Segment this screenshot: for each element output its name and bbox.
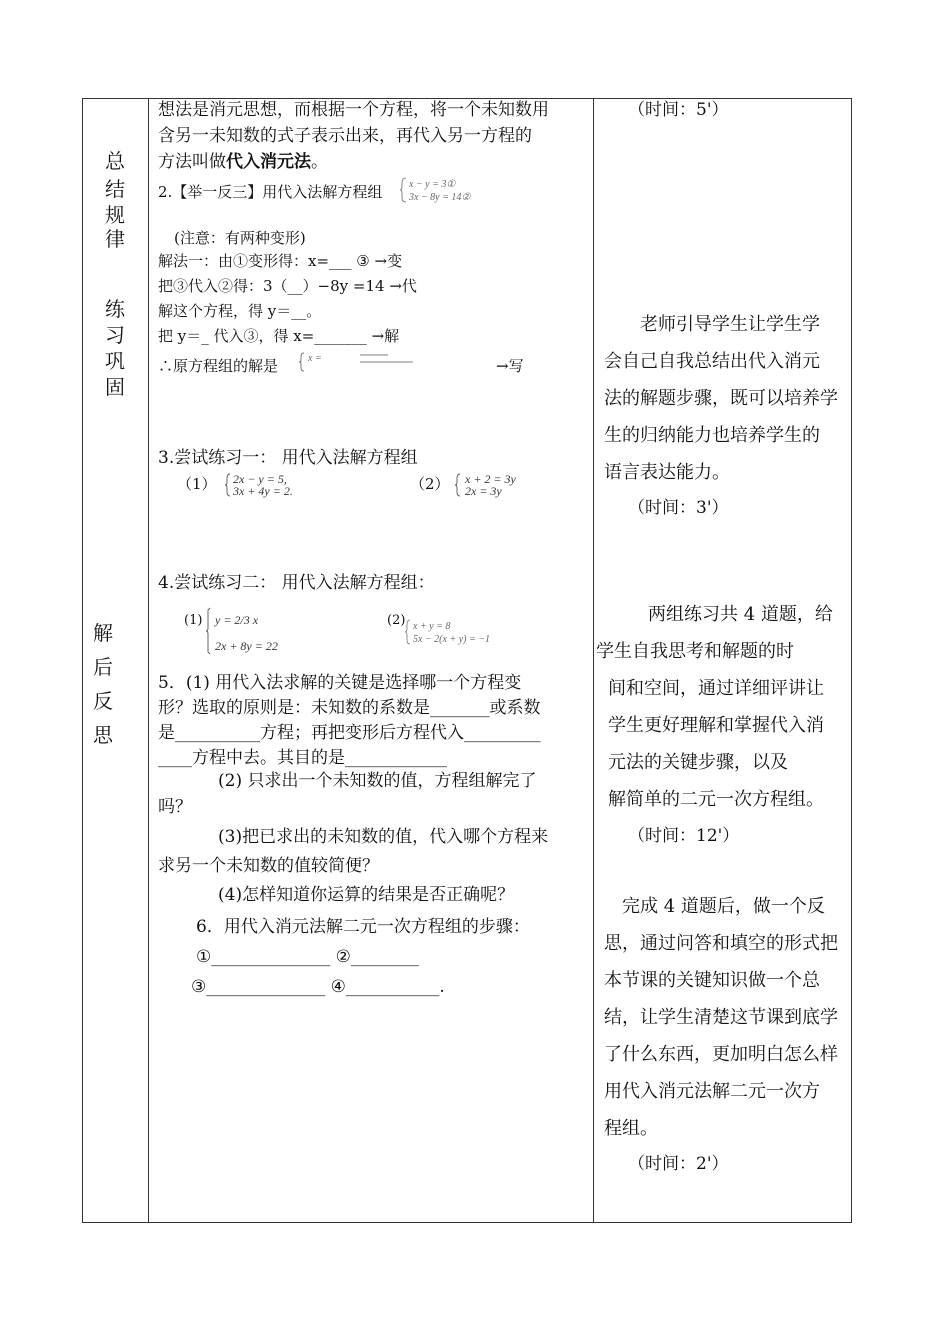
label-char: 结 [105, 177, 125, 201]
item4-title: 4.尝试练习二： 用代入法解方程组： [158, 573, 435, 593]
note: (注意：有两种变形) [174, 229, 306, 247]
solution-step: 解这个方程，得 y＝__。 [158, 302, 322, 320]
commentary-line: 老师引导学生让学生学 [640, 314, 820, 335]
label-char: 规 [105, 203, 125, 227]
item5-line: 吗？ [158, 797, 192, 817]
commentary-line: 法的解题步骤，既可以培养学 [604, 388, 838, 409]
commentary-line: 学生更好理解和掌握代入消 [608, 715, 824, 736]
item3-title: 3.尝试练习一： 用代入法解方程组 [158, 448, 418, 468]
item5-line: (4)怎样知道你运算的结果是否正确呢？ [218, 885, 515, 905]
equation: 2x − y = 5, [233, 472, 287, 486]
answer-blank-system [298, 350, 418, 374]
solution-step: 把 y＝_ 代入③，得 x=_______ →解 [158, 327, 400, 345]
solution-step: 解法一：由①变形得：x=___ ③ →变 [158, 252, 403, 270]
intro-line: 方法叫做代入消元法。 [158, 152, 328, 172]
commentary-line: 本节课的关键知识做一个总 [604, 970, 820, 991]
commentary-line: 学生自我思考和解题的时 [596, 641, 794, 662]
item5-line: 是__________方程；再把变形后方程代入_________ [158, 723, 541, 743]
commentary-line: 会自己自我总结出代入消元 [604, 351, 820, 372]
label-char: 后 [93, 655, 113, 679]
solution-step: 把③代入②得：3（__）−8y =14 →代 [158, 277, 417, 295]
time-note: （时间：2'） [628, 1154, 729, 1174]
commentary-line: 两组练习共 4 道题，给 [648, 604, 833, 625]
item2-equation-system [400, 176, 550, 204]
solution-step: ∴原方程组的解是 [158, 357, 279, 375]
commentary-line: 结，让学生清楚这节课到底学 [604, 1007, 838, 1028]
item6-title: 6．用代入消元法解二元一次方程组的步骤： [196, 917, 530, 937]
label-char: 固 [105, 375, 125, 399]
item5-line: 5．(1) 用代入法求解的关键是选择哪一个方程变 [158, 673, 522, 693]
equation: y = 2/3 x [215, 613, 259, 627]
item5-line: (3)把已求出的未知数的值，代入哪个方程来 [218, 827, 549, 847]
label-char: 总 [105, 149, 125, 173]
equation: x + y = 8 [413, 621, 451, 632]
item3-problem1-system [225, 472, 365, 498]
column-divider-right [593, 99, 594, 1222]
item5-line: ____方程中去。其目的是____________ [158, 748, 447, 768]
intro-line: 含另一未知数的式子表示出来，再代入另一方程的 [158, 126, 532, 146]
label-char: 律 [105, 227, 125, 251]
key-term: 代入消元法 [226, 152, 311, 172]
problem-label: （2） [410, 475, 450, 493]
commentary-line: 元法的关键步骤，以及 [608, 752, 788, 773]
equation: 2x + 8y = 22 [215, 639, 278, 653]
time-note: （时间：3'） [628, 498, 729, 518]
svg-text:x =: x = [308, 353, 322, 364]
item6-blanks: ③______________ ④___________. [191, 977, 445, 997]
item5-line: 求另一个未知数的值较简便？ [158, 856, 379, 876]
commentary-line: 用代入消元法解二元一次方 [604, 1081, 820, 1102]
item4-problem2-system [405, 618, 535, 646]
problem-label: (2) [387, 613, 406, 628]
commentary-line: 程组。 [604, 1118, 658, 1139]
item5-line: (2) 只求出一个未知数的值，方程组解完了 [218, 771, 537, 791]
problem-label: （1） [177, 475, 217, 493]
label-char: 练 [105, 297, 125, 321]
intro-line: 想法是消元思想，而根据一个方程，将一个未知数用 [158, 100, 549, 120]
equation: 2x = 3y [465, 484, 502, 498]
item4-problem1-system [205, 606, 325, 656]
label-char: 巩 [105, 349, 125, 373]
label-char: 反 [93, 689, 113, 713]
label-char: 解 [93, 621, 113, 645]
item5-line: 形？选取的原则是：未知数的系数是_______或系数 [158, 698, 541, 718]
commentary-line: 解简单的二元一次方程组。 [608, 789, 824, 810]
equation: x + 2 = 3y [465, 472, 516, 486]
item6-blanks: ①______________ ②________ [196, 947, 419, 967]
item3-problem2-system [455, 472, 585, 498]
problem-label: (1) [184, 613, 203, 628]
commentary-line: 完成 4 道题后，做一个反 [622, 896, 825, 917]
equation: 3x − 8y = 14② [409, 192, 471, 203]
commentary-line: 语言表达能力。 [604, 462, 730, 483]
commentary-line: 思，通过问答和填空的形式把 [604, 933, 838, 954]
equation: x − y = 3① [409, 179, 456, 190]
equation: 3x + 4y = 2. [233, 484, 293, 498]
label-char: 习 [105, 323, 125, 347]
time-note: （时间：12'） [628, 826, 740, 846]
solution-step-label: →写 [496, 357, 524, 375]
time-note: （时间：5'） [628, 100, 729, 120]
equation: 5x − 2(x + y) = −1 [413, 634, 490, 645]
commentary-line: 了什么东西，更加明白怎么样 [604, 1044, 838, 1065]
commentary-line: 生的归纳能力也培养学生的 [604, 425, 820, 446]
item2-title: 2.【举一反三】用代入法解方程组 [158, 183, 383, 201]
label-char: 思 [93, 723, 113, 747]
column-divider-left [148, 99, 149, 1222]
commentary-line: 间和空间，通过详细评讲让 [608, 678, 824, 699]
